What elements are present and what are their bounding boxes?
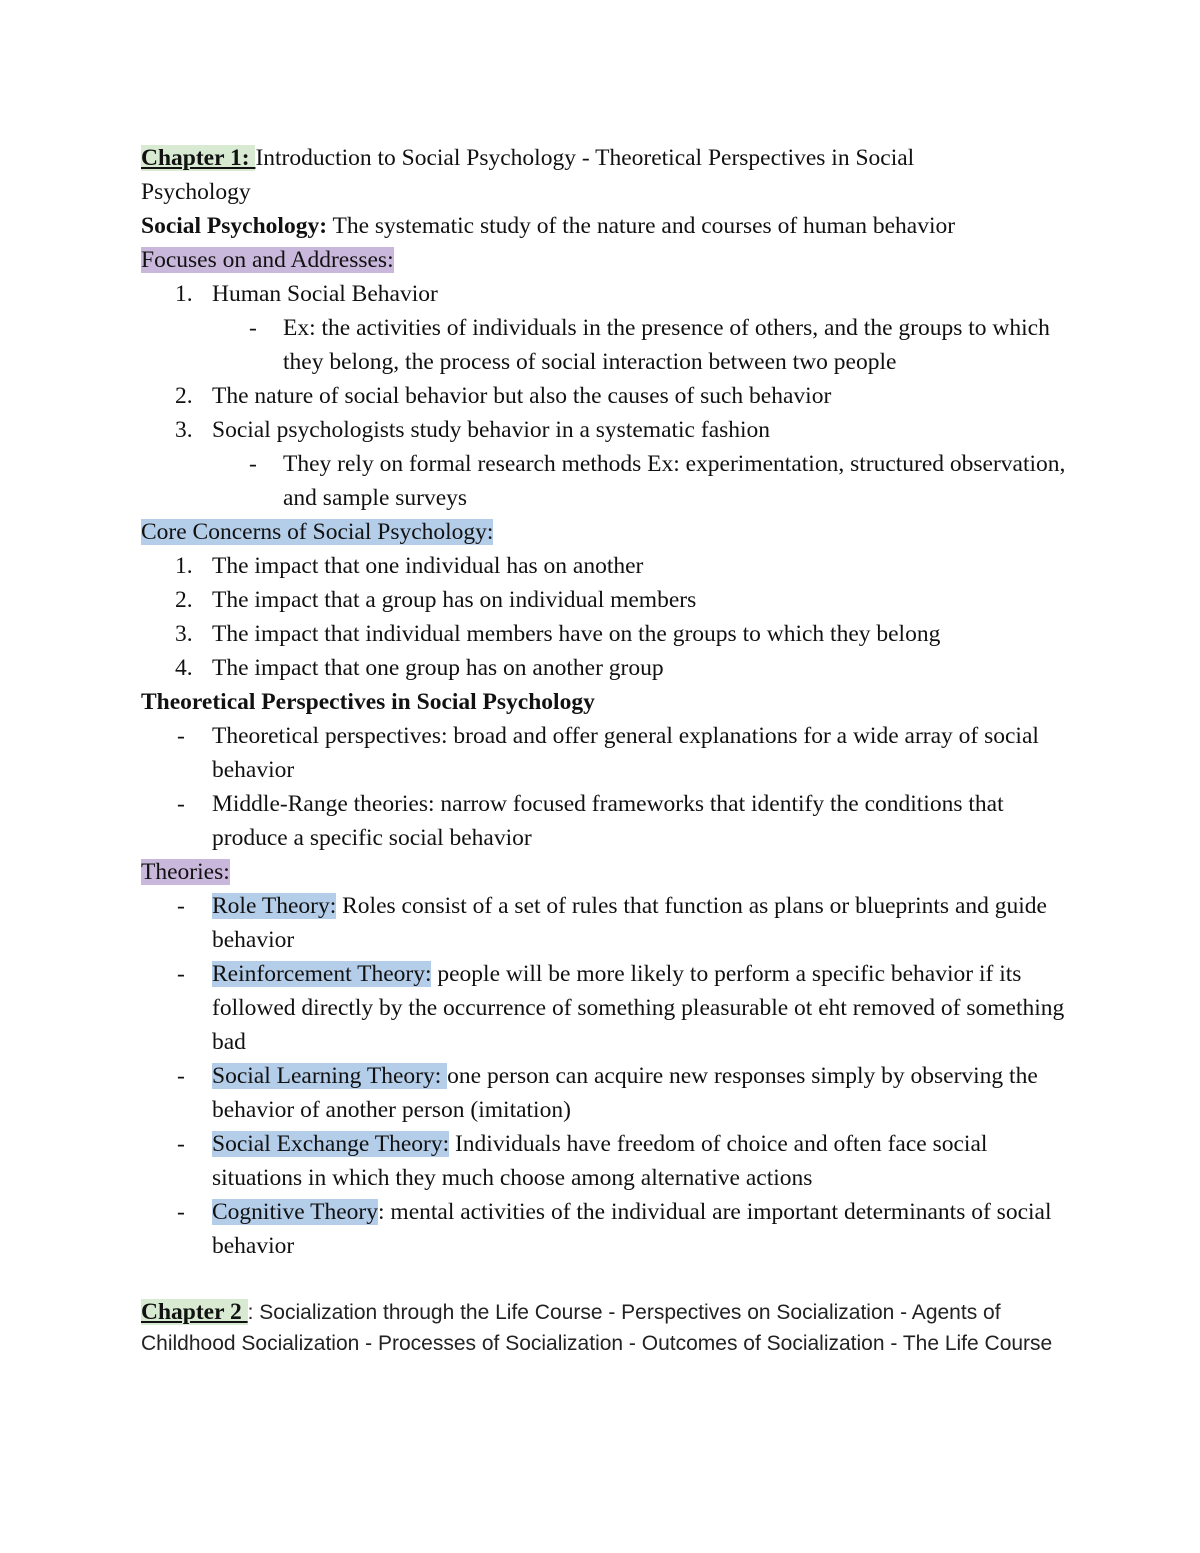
list-item <box>141 379 1071 413</box>
list-item <box>141 651 1071 685</box>
paragraph-spacer <box>141 1263 1071 1297</box>
dash-bullet: - <box>177 893 185 919</box>
theory-term: Role Theory: <box>212 893 337 919</box>
theory-description: people will be more likely to perform a specific behavior if its followed directly by the occurrence of something pleasurable ot eht removed of something bad <box>212 961 1065 1055</box>
core-concerns-heading <box>141 515 1071 549</box>
theory-item <box>141 889 1071 957</box>
theories-heading <box>141 855 1071 889</box>
list-number: 2. <box>175 587 193 613</box>
definition-text: The systematic study of the nature and courses of human behavior <box>327 213 956 239</box>
chapter-1-heading <box>141 141 1071 175</box>
document-body <box>141 141 1071 1359</box>
list-item <box>141 583 1071 617</box>
theory-description: : mental activities of the individual are important determinants of social behavior <box>212 1199 1052 1259</box>
list-number: 4. <box>175 655 193 681</box>
chapter-2-title: : Socialization through the Life Course - Perspectives on Socialization - Agents of Childhood Socialization - Processes of Socialization - Outcomes of Socialization - The Life Course <box>141 1301 1053 1355</box>
core-concerns-heading-text: Core Concerns of Social Psychology: <box>141 519 494 545</box>
list-number: 3. <box>175 621 193 647</box>
dash-bullet: - <box>249 451 257 477</box>
definition-term: Social Psychology: <box>141 213 328 239</box>
theory-term: Social Exchange Theory: <box>212 1131 450 1157</box>
list-number: 1. <box>175 281 193 307</box>
chapter-1-label: Chapter 1: <box>141 145 256 171</box>
dash-bullet: - <box>177 791 185 817</box>
dash-bullet: - <box>177 1131 185 1157</box>
theory-item <box>141 1127 1071 1195</box>
list-item <box>141 277 1071 311</box>
list-item-text: The impact that one individual has on another <box>212 553 644 579</box>
theory-item <box>141 1195 1071 1263</box>
list-item-text: The impact that one group has on another group <box>212 655 664 681</box>
sub-list-item-text: Ex: the activities of individuals in the presence of others, and the groups to which they belong, the process of social interaction between two people <box>283 315 1050 375</box>
list-number: 3. <box>175 417 193 443</box>
dash-bullet: - <box>177 1063 185 1089</box>
dash-bullet: - <box>177 961 185 987</box>
sub-list-item <box>141 447 1071 515</box>
list-item-text: Human Social Behavior <box>212 281 438 307</box>
theory-description: Individuals have freedom of choice and often face social situations in which they much choose among alternative actions <box>212 1131 988 1191</box>
list-item-text: Theoretical perspectives: broad and offer general explanations for a wide array of social behavior <box>212 723 1039 783</box>
dash-bullet: - <box>177 1199 185 1225</box>
sub-list-item <box>141 311 1071 379</box>
chapter-1-title: Introduction to Social Psychology - Theoretical Perspectives in Social <box>255 145 915 171</box>
theories-heading-text: Theories: <box>141 859 230 885</box>
list-number: 1. <box>175 553 193 579</box>
list-item <box>141 413 1071 447</box>
theory-description: one person can acquire new responses simply by observing the behavior of another person (imitation) <box>212 1063 1038 1123</box>
dash-bullet: - <box>249 315 257 341</box>
list-item-text: The impact that a group has on individual members <box>212 587 697 613</box>
chapter-2-label: Chapter 2 <box>141 1299 248 1325</box>
theory-item <box>141 957 1071 1059</box>
list-item-text: Middle-Range theories: narrow focused frameworks that identify the conditions that produce a specific social behavior <box>212 791 1004 851</box>
theory-term: Cognitive Theory <box>212 1199 379 1225</box>
chapter-2-heading <box>141 1297 1071 1359</box>
list-item-text: Social psychologists study behavior in a systematic fashion <box>212 417 771 443</box>
list-item <box>141 617 1071 651</box>
theory-item <box>141 1059 1071 1127</box>
theory-term: Social Learning Theory: <box>212 1063 448 1089</box>
list-number: 2. <box>175 383 193 409</box>
list-item <box>141 549 1071 583</box>
list-item-text: The impact that individual members have on the groups to which they belong <box>212 621 941 647</box>
perspectives-heading: Theoretical Perspectives in Social Psychology <box>141 689 595 715</box>
dash-bullet: - <box>177 723 185 749</box>
sub-list-item-text: They rely on formal research methods Ex: experimentation, structured observation, and sample surveys <box>283 451 1066 511</box>
definition-line <box>141 209 1071 243</box>
list-item-text: The nature of social behavior but also the causes of such behavior <box>212 383 832 409</box>
chapter-1-title-continued: Psychology <box>141 179 251 205</box>
theory-term: Reinforcement Theory: <box>212 961 432 987</box>
list-item <box>141 787 1071 855</box>
list-item <box>141 719 1071 787</box>
focuses-heading <box>141 243 1071 277</box>
theory-description: Roles consist of a set of rules that function as plans or blueprints and guide behavior <box>212 893 1047 953</box>
focuses-heading-text: Focuses on and Addresses: <box>141 247 394 273</box>
